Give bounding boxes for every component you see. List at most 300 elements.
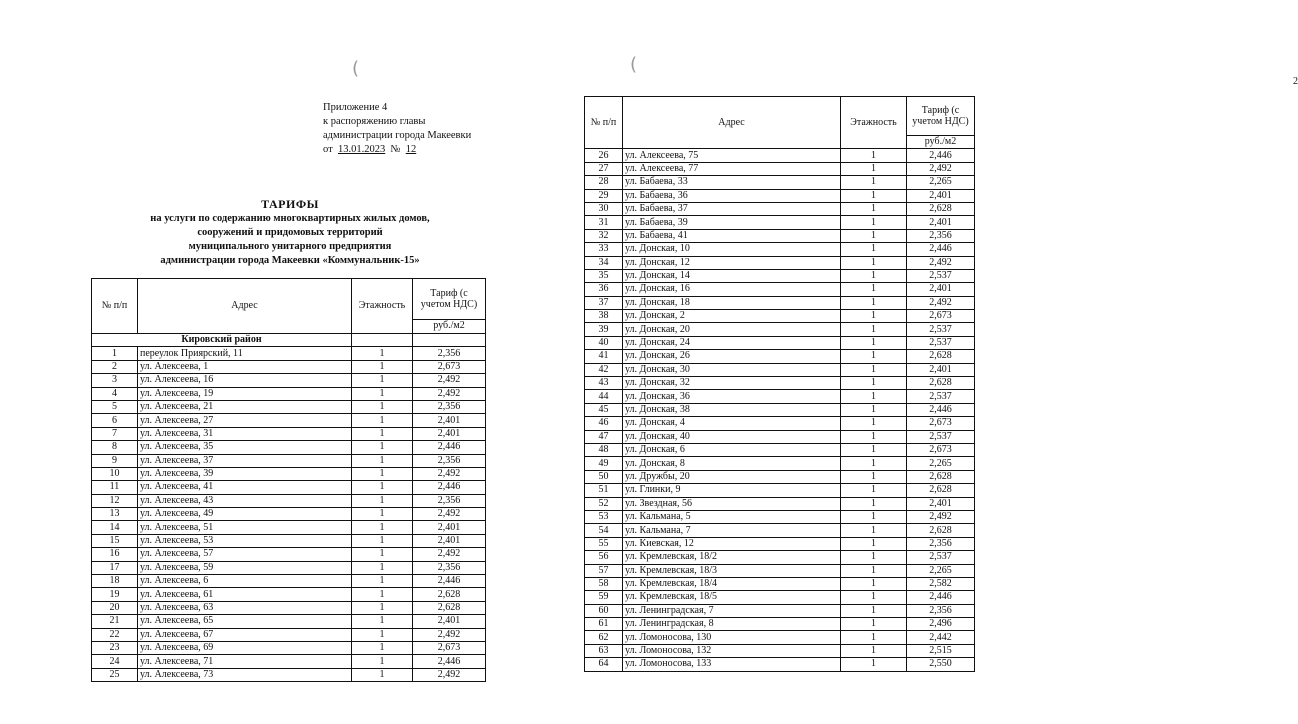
floors-cell: 1 (841, 551, 907, 564)
header-unit: руб./м2 (907, 136, 975, 149)
address-cell: ул. Кремлевская, 18/5 (623, 591, 841, 604)
floors-cell: 1 (352, 521, 413, 534)
address-cell: ул. Кальмана, 5 (623, 510, 841, 523)
table-body-left (92, 334, 486, 682)
tariff-cell: 2,492 (413, 467, 486, 480)
tariff-cell: 2,356 (413, 454, 486, 467)
row-number: 16 (92, 548, 138, 561)
floors-cell: 1 (352, 534, 413, 547)
tariff-cell: 2,401 (907, 497, 975, 510)
tariff-cell: 2,356 (907, 537, 975, 550)
tariff-cell: 2,446 (907, 591, 975, 604)
table-row (92, 454, 486, 467)
table-row (92, 427, 486, 440)
address-cell: ул. Алексеева, 43 (138, 494, 352, 507)
table-row (585, 296, 975, 309)
table-row (585, 497, 975, 510)
table-row (92, 441, 486, 454)
table-row (92, 347, 486, 360)
floors-cell: 1 (841, 283, 907, 296)
address-cell: ул. Алексеева, 39 (138, 467, 352, 480)
table-row (585, 403, 975, 416)
address-cell: ул. Донская, 38 (623, 403, 841, 416)
table-row (92, 548, 486, 561)
row-number: 55 (585, 537, 623, 550)
address-cell: ул. Ломоносова, 132 (623, 644, 841, 657)
address-cell: ул. Ломоносова, 133 (623, 658, 841, 671)
row-number: 11 (92, 481, 138, 494)
table-row (585, 377, 975, 390)
row-number: 62 (585, 631, 623, 644)
tariff-table-right (584, 96, 975, 672)
row-number: 2 (92, 360, 138, 373)
table-row (92, 360, 486, 373)
tariff-cell: 2,492 (413, 508, 486, 521)
address-cell: ул. Кремлевская, 18/2 (623, 551, 841, 564)
tariff-cell: 2,492 (907, 256, 975, 269)
table-row (585, 443, 975, 456)
row-number: 33 (585, 243, 623, 256)
address-cell: ул. Бабаева, 36 (623, 189, 841, 202)
appendix-header (323, 101, 471, 157)
header-address: Адрес (623, 97, 841, 149)
row-number: 22 (92, 628, 138, 641)
row-number: 54 (585, 524, 623, 537)
row-number: 32 (585, 229, 623, 242)
address-cell: ул. Донская, 18 (623, 296, 841, 309)
row-number: 34 (585, 256, 623, 269)
address-cell: ул. Донская, 30 (623, 363, 841, 376)
row-number: 27 (585, 162, 623, 175)
table-row (585, 430, 975, 443)
table-row (92, 374, 486, 387)
floors-cell: 1 (841, 484, 907, 497)
appendix-line-1: Приложение 4 (323, 102, 388, 113)
table-row (585, 604, 975, 617)
table-row (92, 561, 486, 574)
address-cell: ул. Донская, 8 (623, 457, 841, 470)
tariff-cell: 2,628 (413, 601, 486, 614)
row-number: 56 (585, 551, 623, 564)
floors-cell: 1 (841, 591, 907, 604)
tariff-cell: 2,537 (907, 323, 975, 336)
row-number: 5 (92, 400, 138, 413)
table-body-right (585, 149, 975, 671)
address-cell: ул. Алексеева, 77 (623, 162, 841, 175)
floors-cell: 1 (841, 497, 907, 510)
floors-cell: 1 (352, 641, 413, 654)
table-row (92, 655, 486, 668)
address-cell: ул. Донская, 12 (623, 256, 841, 269)
floors-cell: 1 (352, 454, 413, 467)
address-cell: ул. Алексеева, 63 (138, 601, 352, 614)
row-number: 43 (585, 377, 623, 390)
floors-cell: 1 (352, 414, 413, 427)
table-row (585, 417, 975, 430)
row-number: 13 (92, 508, 138, 521)
header-floors: Этажность (352, 279, 413, 334)
floors-cell: 1 (352, 467, 413, 480)
row-number: 31 (585, 216, 623, 229)
punch-hole-mark-icon: ( (352, 58, 360, 79)
address-cell: ул. Алексеева, 65 (138, 615, 352, 628)
tariff-cell: 2,401 (907, 216, 975, 229)
table-row (92, 534, 486, 547)
tariff-cell: 2,446 (413, 481, 486, 494)
floors-cell: 1 (841, 377, 907, 390)
table-row (585, 336, 975, 349)
floors-cell: 1 (352, 561, 413, 574)
address-cell: ул. Алексеева, 73 (138, 668, 352, 681)
row-number: 17 (92, 561, 138, 574)
address-cell: ул. Алексеева, 71 (138, 655, 352, 668)
floors-cell: 1 (841, 323, 907, 336)
tariff-cell: 2,401 (413, 521, 486, 534)
table-row (585, 658, 975, 671)
district-name: Кировский район (92, 334, 352, 347)
table-row (92, 615, 486, 628)
floors-cell: 1 (841, 618, 907, 631)
floors-cell: 1 (841, 470, 907, 483)
floors-cell: 1 (841, 524, 907, 537)
row-number: 1 (92, 347, 138, 360)
table-row (585, 202, 975, 215)
table-row (585, 256, 975, 269)
table-row (585, 390, 975, 403)
table-row (585, 243, 975, 256)
row-number: 49 (585, 457, 623, 470)
floors-cell: 1 (841, 149, 907, 162)
tariff-cell: 2,673 (413, 360, 486, 373)
tariff-table-left (91, 278, 486, 682)
row-number: 14 (92, 521, 138, 534)
address-cell: ул. Глинки, 9 (623, 484, 841, 497)
table-row (92, 628, 486, 641)
left-page (0, 0, 512, 724)
date-prefix: от (323, 144, 333, 155)
floors-cell: 1 (841, 604, 907, 617)
floors-cell: 1 (352, 615, 413, 628)
row-number: 59 (585, 591, 623, 604)
tariff-cell: 2,628 (907, 377, 975, 390)
row-number: 38 (585, 310, 623, 323)
floors-cell: 1 (841, 310, 907, 323)
floors-cell: 1 (841, 564, 907, 577)
address-cell: ул. Алексеева, 69 (138, 641, 352, 654)
address-cell: ул. Бабаева, 41 (623, 229, 841, 242)
floors-cell: 1 (841, 430, 907, 443)
floors-cell: 1 (352, 628, 413, 641)
row-number: 20 (92, 601, 138, 614)
tariff-cell: 2,446 (413, 575, 486, 588)
row-number: 7 (92, 427, 138, 440)
table-row (92, 588, 486, 601)
tariff-cell: 2,356 (907, 604, 975, 617)
floors-cell: 1 (841, 243, 907, 256)
tariff-cell: 2,401 (907, 189, 975, 202)
floors-cell: 1 (352, 601, 413, 614)
table-row (585, 149, 975, 162)
address-cell: ул. Донская, 14 (623, 269, 841, 282)
floors-cell: 1 (841, 443, 907, 456)
table-row (585, 484, 975, 497)
table-row (585, 618, 975, 631)
floors-cell: 1 (841, 162, 907, 175)
appendix-line-2: к распоряжению главы (323, 116, 426, 127)
row-number: 45 (585, 403, 623, 416)
floors-cell: 1 (841, 644, 907, 657)
table-row (92, 521, 486, 534)
row-number: 23 (92, 641, 138, 654)
address-cell: ул. Донская, 10 (623, 243, 841, 256)
tariff-cell: 2,401 (907, 283, 975, 296)
tariff-cell: 2,401 (413, 615, 486, 628)
header-tariff: Тариф (с учетом НДС) (907, 97, 975, 136)
floors-cell: 1 (841, 537, 907, 550)
table-row (92, 467, 486, 480)
district-empty-cell (352, 334, 413, 347)
row-number: 42 (585, 363, 623, 376)
floors-cell: 1 (841, 256, 907, 269)
row-number: 37 (585, 296, 623, 309)
table-row (92, 400, 486, 413)
number-prefix: № (390, 144, 401, 155)
table-row (92, 481, 486, 494)
floors-cell: 1 (352, 481, 413, 494)
address-cell: переулок Приярский, 11 (138, 347, 352, 360)
row-number: 44 (585, 390, 623, 403)
tariff-cell: 2,628 (907, 202, 975, 215)
tariff-cell: 2,492 (907, 510, 975, 523)
tariff-cell: 2,582 (907, 577, 975, 590)
table-row (92, 508, 486, 521)
address-cell: ул. Алексеева, 61 (138, 588, 352, 601)
row-number: 61 (585, 618, 623, 631)
tariff-cell: 2,628 (413, 588, 486, 601)
tariff-cell: 2,515 (907, 644, 975, 657)
tariff-cell: 2,401 (907, 363, 975, 376)
row-number: 28 (585, 176, 623, 189)
tariff-cell: 2,628 (907, 470, 975, 483)
table-row (585, 551, 975, 564)
table-row (585, 564, 975, 577)
tariff-cell: 2,265 (907, 564, 975, 577)
address-cell: ул. Ленинградская, 8 (623, 618, 841, 631)
appendix-date-line (323, 143, 471, 157)
floors-cell: 1 (352, 427, 413, 440)
address-cell: ул. Дружбы, 20 (623, 470, 841, 483)
address-cell: ул. Донская, 24 (623, 336, 841, 349)
floors-cell: 1 (352, 575, 413, 588)
address-cell: ул. Бабаева, 39 (623, 216, 841, 229)
header-floors: Этажность (841, 97, 907, 149)
punch-hole-mark-icon: ( (630, 54, 638, 75)
table-row (585, 537, 975, 550)
table-row (585, 189, 975, 202)
row-number: 36 (585, 283, 623, 296)
row-number: 57 (585, 564, 623, 577)
title-line-3: муниципального унитарного предприятия (188, 241, 392, 252)
address-cell: ул. Донская, 6 (623, 443, 841, 456)
floors-cell: 1 (352, 668, 413, 681)
table-row (585, 510, 975, 523)
header-tariff: Тариф (с учетом НДС) (413, 279, 486, 320)
tariff-cell: 2,356 (413, 347, 486, 360)
tariff-cell: 2,492 (413, 387, 486, 400)
tariff-cell: 2,628 (907, 350, 975, 363)
tariff-cell: 2,673 (907, 310, 975, 323)
tariff-cell: 2,628 (907, 484, 975, 497)
table-row (585, 216, 975, 229)
address-cell: ул. Алексеева, 59 (138, 561, 352, 574)
table-row (92, 601, 486, 614)
tariff-cell: 2,356 (413, 494, 486, 507)
row-number: 58 (585, 577, 623, 590)
row-number: 40 (585, 336, 623, 349)
title-line-2: сооружений и придомовых территорий (197, 227, 383, 238)
table-row (92, 387, 486, 400)
row-number: 8 (92, 441, 138, 454)
floors-cell: 1 (841, 189, 907, 202)
tariff-cell: 2,673 (907, 443, 975, 456)
row-number: 64 (585, 658, 623, 671)
tariff-cell: 2,356 (907, 229, 975, 242)
tariff-cell: 2,265 (907, 457, 975, 470)
table-row (585, 229, 975, 242)
row-number: 15 (92, 534, 138, 547)
row-number: 51 (585, 484, 623, 497)
table-row (92, 575, 486, 588)
address-cell: ул. Бабаева, 33 (623, 176, 841, 189)
floors-cell: 1 (841, 336, 907, 349)
address-cell: ул. Алексеева, 49 (138, 508, 352, 521)
floors-cell: 1 (841, 457, 907, 470)
order-date: 13.01.2023 (337, 144, 386, 155)
table-row (92, 414, 486, 427)
floors-cell: 1 (352, 441, 413, 454)
address-cell: ул. Кремлевская, 18/4 (623, 577, 841, 590)
tariff-cell: 2,537 (907, 390, 975, 403)
table-row (92, 641, 486, 654)
address-cell: ул. Алексеева, 35 (138, 441, 352, 454)
district-empty-cell (413, 334, 486, 347)
floors-cell: 1 (841, 403, 907, 416)
tariff-cell: 2,496 (907, 618, 975, 631)
document-title (90, 196, 490, 268)
address-cell: ул. Донская, 20 (623, 323, 841, 336)
address-cell: ул. Донская, 2 (623, 310, 841, 323)
row-number: 50 (585, 470, 623, 483)
floors-cell: 1 (352, 548, 413, 561)
title-line-4: администрации города Макеевки «Коммунальник-15» (160, 255, 420, 266)
address-cell: ул. Алексеева, 27 (138, 414, 352, 427)
table-row (585, 269, 975, 282)
tariff-cell: 2,673 (413, 641, 486, 654)
table-row (585, 644, 975, 657)
floors-cell: 1 (841, 577, 907, 590)
address-cell: ул. Донская, 26 (623, 350, 841, 363)
row-number: 46 (585, 417, 623, 430)
table-row (585, 470, 975, 483)
row-number: 47 (585, 430, 623, 443)
floors-cell: 1 (841, 296, 907, 309)
table-row (92, 668, 486, 681)
address-cell: ул. Ломоносова, 130 (623, 631, 841, 644)
table-row (585, 162, 975, 175)
table-row (92, 494, 486, 507)
floors-cell: 1 (841, 417, 907, 430)
row-number: 9 (92, 454, 138, 467)
row-number: 3 (92, 374, 138, 387)
address-cell: ул. Звездная, 56 (623, 497, 841, 510)
address-cell: ул. Алексеева, 21 (138, 400, 352, 413)
floors-cell: 1 (352, 655, 413, 668)
header-num: № п/п (585, 97, 623, 149)
floors-cell: 1 (841, 202, 907, 215)
table-row (585, 176, 975, 189)
row-number: 6 (92, 414, 138, 427)
floors-cell: 1 (841, 269, 907, 282)
table-row (585, 457, 975, 470)
address-cell: ул. Алексеева, 51 (138, 521, 352, 534)
address-cell: ул. Донская, 32 (623, 377, 841, 390)
address-cell: ул. Алексеева, 37 (138, 454, 352, 467)
tariff-cell: 2,265 (907, 176, 975, 189)
address-cell: ул. Алексеева, 41 (138, 481, 352, 494)
tariff-cell: 2,537 (907, 430, 975, 443)
floors-cell: 1 (352, 400, 413, 413)
row-number: 24 (92, 655, 138, 668)
table-row (585, 283, 975, 296)
tariff-cell: 2,446 (413, 655, 486, 668)
table-row (585, 350, 975, 363)
table-row (585, 323, 975, 336)
tariff-cell: 2,628 (907, 524, 975, 537)
address-cell: ул. Алексеева, 16 (138, 374, 352, 387)
floors-cell: 1 (352, 360, 413, 373)
tariff-cell: 2,492 (413, 374, 486, 387)
row-number: 63 (585, 644, 623, 657)
address-cell: ул. Алексеева, 19 (138, 387, 352, 400)
row-number: 21 (92, 615, 138, 628)
header-num: № п/п (92, 279, 138, 334)
floors-cell: 1 (841, 216, 907, 229)
tariff-cell: 2,537 (907, 269, 975, 282)
row-number: 12 (92, 494, 138, 507)
order-number: 12 (405, 144, 417, 155)
tariff-cell: 2,492 (907, 296, 975, 309)
tariff-cell: 2,492 (907, 162, 975, 175)
header-unit: руб./м2 (413, 319, 486, 333)
title-line-1: на услуги по содержанию многоквартирных жилых домов, (150, 213, 430, 224)
address-cell: ул. Бабаева, 37 (623, 202, 841, 215)
address-cell: ул. Донская, 36 (623, 390, 841, 403)
table-row (585, 363, 975, 376)
title-main: ТАРИФЫ (261, 197, 319, 211)
tariff-cell: 2,537 (907, 551, 975, 564)
address-cell: ул. Киевская, 12 (623, 537, 841, 550)
floors-cell: 1 (841, 390, 907, 403)
address-cell: ул. Кремлевская, 18/3 (623, 564, 841, 577)
tariff-cell: 2,550 (907, 658, 975, 671)
row-number: 10 (92, 467, 138, 480)
tariff-cell: 2,401 (413, 414, 486, 427)
floors-cell: 1 (352, 508, 413, 521)
tariff-cell: 2,492 (413, 668, 486, 681)
address-cell: ул. Донская, 40 (623, 430, 841, 443)
table-row (585, 591, 975, 604)
row-number: 29 (585, 189, 623, 202)
